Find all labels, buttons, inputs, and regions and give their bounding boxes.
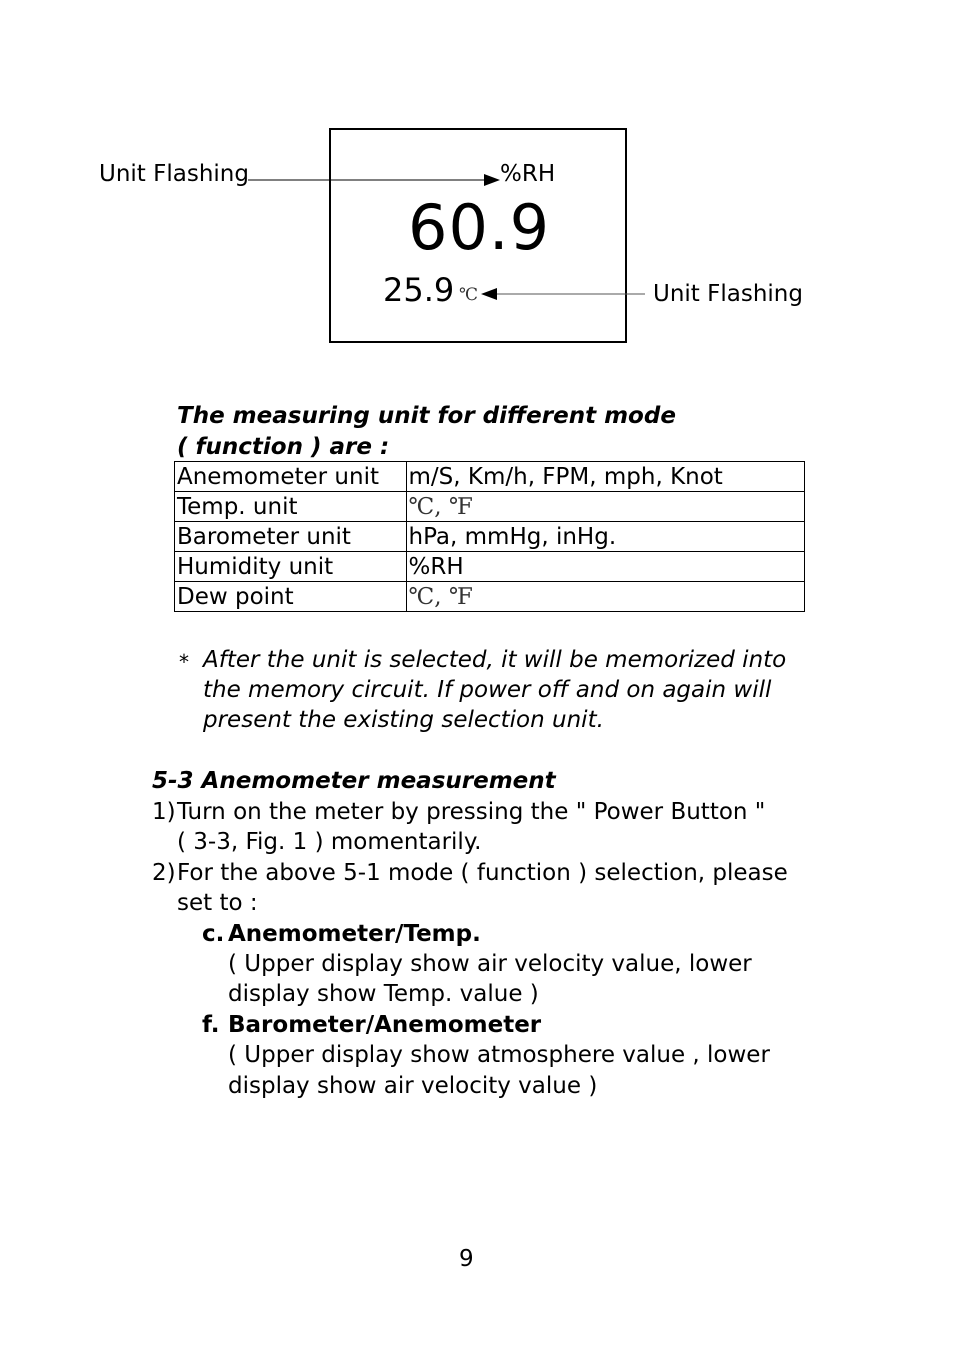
units-heading	[177, 401, 676, 463]
lcd-lower-unit: ℃	[459, 285, 479, 305]
sub-f-marker: f.	[202, 1012, 220, 1038]
sub-f-line2: display show air velocity value )	[228, 1073, 598, 1099]
table-cell-label: Dew point	[175, 582, 407, 612]
step2-line1: For the above 5-1 mode ( function ) selection, please	[177, 860, 788, 886]
lcd-main-value: 60.9	[408, 191, 551, 264]
table-row	[175, 522, 805, 552]
callout-label-left: Unit Flashing	[99, 161, 249, 187]
note-line: After the unit is selected, it will be memorized into	[203, 647, 787, 673]
table-row	[175, 582, 805, 612]
step1-number: 1)	[152, 799, 176, 825]
units-table	[174, 461, 805, 612]
sub-c-line2: display show Temp. value )	[228, 981, 539, 1007]
units-heading-line2: ( function ) are :	[177, 434, 390, 460]
table-cell-value: m/S, Km/h, FPM, mph, Knot	[406, 462, 805, 492]
table-cell-label: Anemometer unit	[175, 462, 407, 492]
table-row	[175, 462, 805, 492]
step2-number: 2)	[152, 860, 176, 886]
step2-line2: set to :	[177, 890, 258, 916]
note-marker: *	[179, 650, 189, 674]
table-row	[175, 492, 805, 522]
sub-f-title: Barometer/Anemometer	[228, 1012, 542, 1038]
table-row	[175, 552, 805, 582]
note-line: the memory circuit. If power off and on again will	[203, 677, 772, 703]
table-cell-label: Barometer unit	[175, 522, 407, 552]
sub-c-line1: ( Upper display show air velocity value, lower	[228, 951, 752, 977]
table-cell-label: Temp. unit	[175, 492, 407, 522]
table-cell-value: %RH	[406, 552, 805, 582]
sub-c-marker: c.	[202, 921, 225, 947]
sub-c-title: Anemometer/Temp.	[228, 921, 481, 947]
note-line: present the existing selection unit.	[203, 707, 604, 733]
arrow-left-icon	[481, 288, 497, 300]
table-cell-value: ℃, ℉	[406, 582, 805, 612]
units-heading-line1: The measuring unit for different mode	[177, 403, 676, 429]
step1-line1: Turn on the meter by pressing the " Power Button "	[177, 799, 766, 825]
arrow-right-icon	[484, 174, 500, 186]
step1-line2: ( 3-3, Fig. 1 ) momentarily.	[177, 829, 482, 855]
table-cell-value: hPa, mmHg, inHg.	[406, 522, 805, 552]
lcd-upper-unit: %RH	[500, 161, 556, 187]
section-title: 5-3 Anemometer measurement	[152, 768, 556, 794]
sub-f-line1: ( Upper display show atmosphere value , lower	[228, 1042, 770, 1068]
table-cell-value: ℃, ℉	[406, 492, 805, 522]
table-cell-label: Humidity unit	[175, 552, 407, 582]
page-number: 9	[459, 1246, 474, 1272]
callout-label-right: Unit Flashing	[653, 281, 803, 307]
lcd-lower-value: 25.9	[383, 271, 455, 309]
